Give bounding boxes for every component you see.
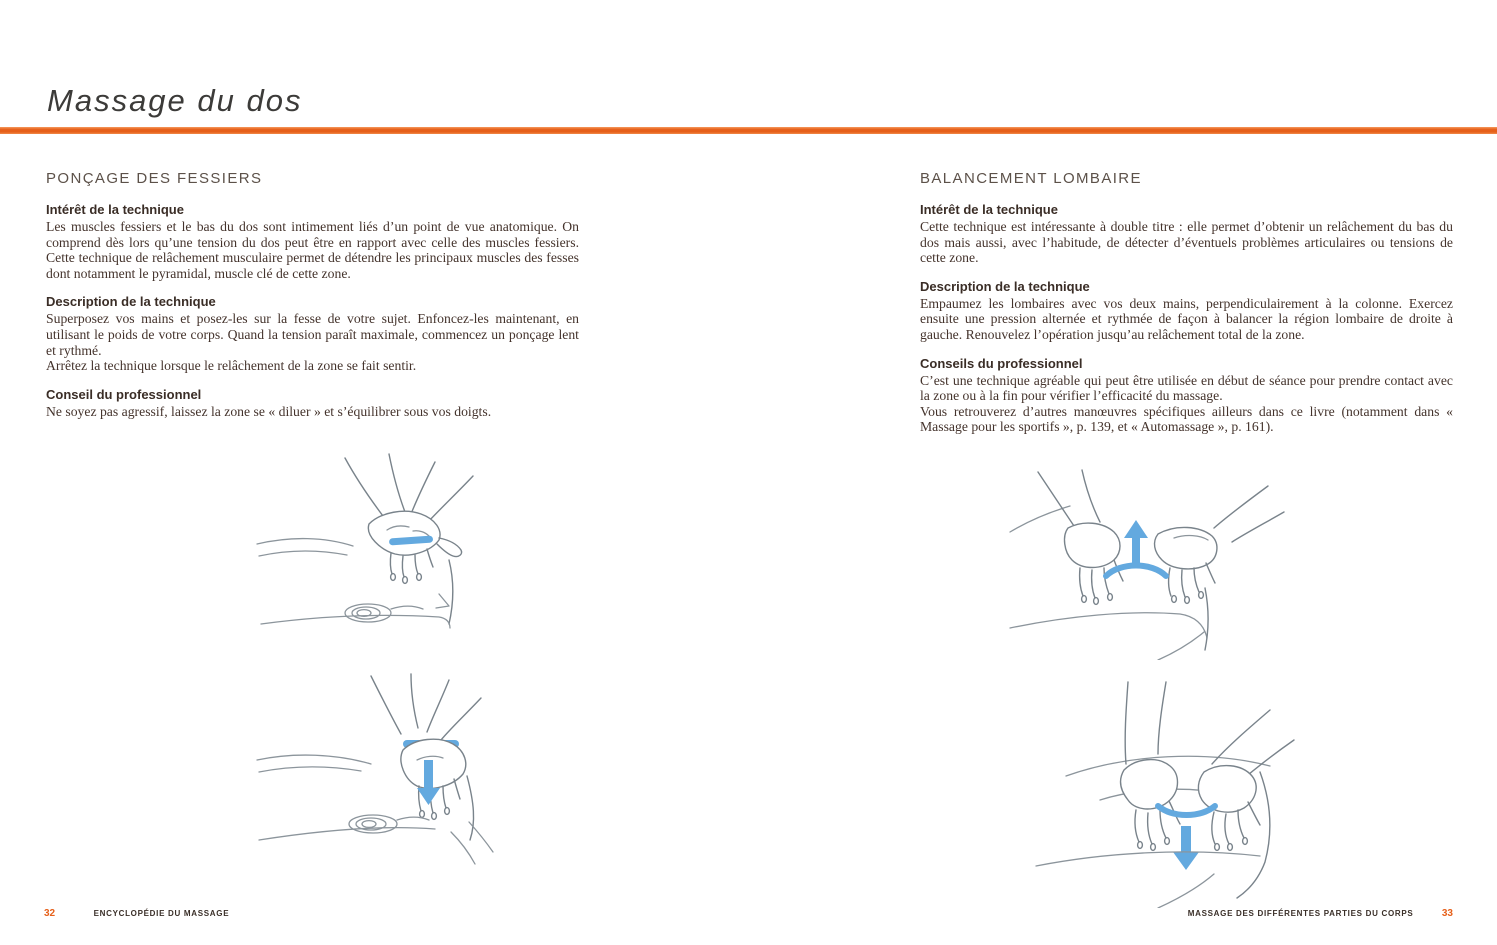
illustration-poncage-press <box>253 672 525 868</box>
block-heading: Description de la technique <box>46 294 216 310</box>
section-title-poncage: PONÇAGE DES FESSIERS <box>46 170 263 187</box>
block-heading: Conseil du professionnel <box>46 386 202 402</box>
right-block-description <box>920 279 1453 343</box>
section-title-balancement: BALANCEMENT LOMBAIRE <box>920 170 1142 187</box>
block-heading: Intérêt de la technique <box>920 202 1058 217</box>
block-heading: Intérêt de la technique <box>46 202 184 217</box>
illustration-balancement-up <box>1008 468 1314 660</box>
left-page-column <box>46 170 579 419</box>
block-paragraph: Arrêtez la technique lorsque le relâchement de la zone se fait sentir. <box>46 358 417 374</box>
right-page-column <box>920 170 1453 435</box>
left-block-description <box>46 294 579 373</box>
massage-line-drawing <box>1008 468 1314 660</box>
left-block-interet <box>46 202 579 281</box>
footer-label-right: MASSAGE DES DIFFÉRENTES PARTIES DU CORPS <box>1187 909 1414 919</box>
illustration-balancement-down <box>1008 680 1314 908</box>
right-block-conseils <box>920 356 1453 435</box>
block-heading: Description de la technique <box>920 278 1090 294</box>
accent-rule <box>0 127 1497 134</box>
block-paragraph: Superposez vos mains et posez-les sur la fesse de votre sujet. Enfoncez-les maintenant, en utilisant le poids de votre corps. Quand la tension paraît maximale, commencez un ponçage lent et rythmé. <box>46 311 579 358</box>
footer-left <box>44 905 229 923</box>
footer-label-left: ENCYCLOPÉDIE DU MASSAGE <box>93 909 230 919</box>
left-block-conseil <box>46 387 579 420</box>
page-number-right: 33 <box>1441 908 1453 920</box>
page-number-left: 32 <box>44 908 56 920</box>
massage-line-drawing <box>1008 680 1314 908</box>
arc-swing-icon <box>1106 566 1166 577</box>
block-paragraph: Vous retrouverez d’autres manœuvres spécifiques ailleurs dans ce livre (notamment dans « Massage pour les sportifs », p. 139, et « Automassage », p. 161). <box>920 403 1453 435</box>
block-paragraph: Cette technique est intéressante à double titre : elle permet d’obtenir un relâchement du bas du dos mais aussi, avec l’habitude, de détecter d’éventuels problèmes articulaires ou tensions de cette zone. <box>920 219 1453 266</box>
illustration-poncage-lateral <box>253 452 525 654</box>
footer-right <box>1188 905 1453 923</box>
massage-line-drawing <box>253 452 525 654</box>
block-paragraph: Ne soyez pas agressif, laissez la zone se « diluer » et s’équilibrer sous vos doigts. <box>46 403 492 419</box>
block-heading: Conseils du professionnel <box>920 355 1083 371</box>
block-paragraph: Les muscles fessiers et le bas du dos sont intimement liés d’un point de vue anatomique. On comprend dès lors qu’une tension du dos peut être en rapport avec celle des muscles fessiers. Cette technique de relâchement musculaire permet de détendre les principaux muscles des fesses dont notamment le pyramidal, muscle clé de cette zone. <box>46 219 579 281</box>
arrow-down-icon <box>1173 826 1199 870</box>
arrow-up-icon <box>1124 520 1148 564</box>
page-title: Massage du dos <box>47 82 303 118</box>
arc-swing-icon <box>1158 806 1215 815</box>
block-paragraph: Empaumez les lombaires avec vos deux mains, perpendiculairement à la colonne. Exercez ensuite une pression alternée et rythmée de façon à balancer la région lombaire de droite à gauche. Renouvelez l’opération jusqu’au relâchement total de la zone. <box>920 295 1453 342</box>
massage-line-drawing <box>253 672 525 868</box>
block-paragraph: C’est une technique agréable qui peut être utilisée en début de séance pour prendre contact avec la zone ou à la fin pour vérifier l’efficacité du massage. <box>920 372 1453 404</box>
right-block-interet <box>920 202 1453 266</box>
